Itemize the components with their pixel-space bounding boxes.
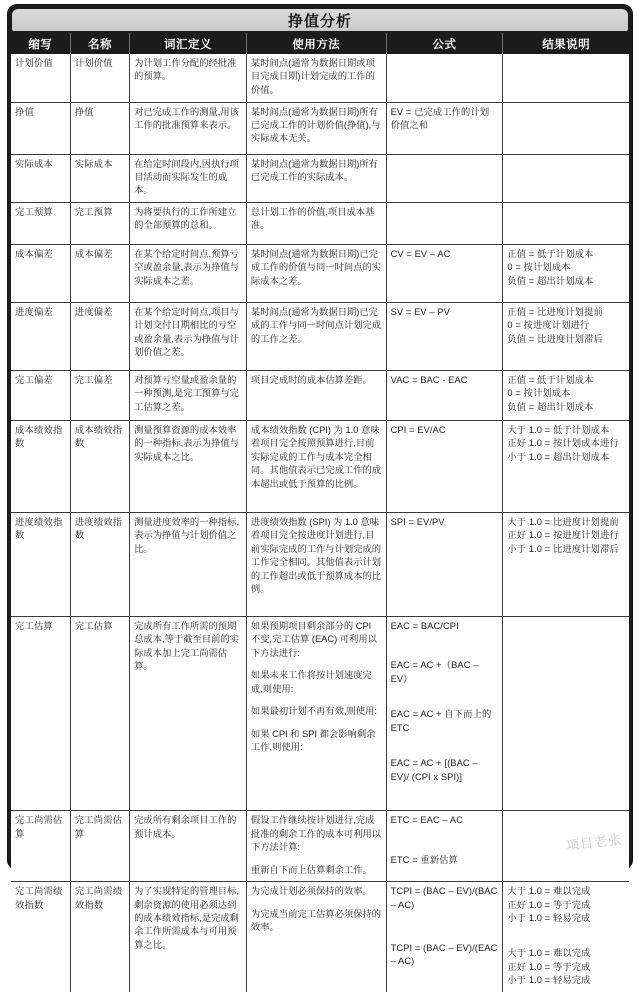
table-row [11,102,629,154]
cell-name-line: 实际成本 [74,158,113,169]
cell-usage [246,154,386,202]
cell-name-line: 完工尚需绩效指数 [74,886,123,910]
cell-usage [246,202,386,244]
cell-result-line: 正好 1.0 = 等于完成 [507,961,591,972]
table-row [11,882,629,992]
watermark: 项目老张 [565,832,623,855]
cell-result-line: 大于 1.0 = 难以完成 [507,886,591,897]
cell-abbr [11,302,70,370]
cell-result-line: 负值 = 超出计划成本 [507,275,594,286]
cell-usage-line: 项目完成时的成本估算差距。 [250,374,372,385]
cell-abbr [11,882,70,992]
cell-result-line: 大于 1.0 = 低于计划成本 [507,424,610,435]
cell-usage-line: 某时间点(通常为数据日期)已完成工作的价值与同一时间点的实际成本之差。 [250,248,382,286]
cell-abbr-line: 计划价值 [15,58,53,68]
table-row [11,616,629,810]
cell-result [503,370,629,420]
cell-formula-line: SPI = EV/PV [390,516,445,527]
cell-result-group [507,947,625,987]
cell-definition [130,420,247,512]
cell-definition-line: 为将要执行的工作所建立的全部预算的总和。 [134,206,237,231]
cell-abbr-line: 挣值 [15,106,34,117]
cell-abbr-line: 完工尚需估算 [15,815,63,839]
cell-name [70,512,129,616]
cell-result-line: 正值 = 比进度计划提前 [507,306,603,317]
cell-result-line: 小于 1.0 = 比进度计划滞后 [507,543,619,554]
cell-name-line: 挣值 [74,106,94,117]
cell-result [503,882,629,992]
table-row [11,370,629,420]
cell-result [503,154,629,202]
cell-abbr [11,54,70,102]
cell-abbr [11,811,70,882]
cell-usage-line: 某时间点(通常为数据日期)所有已完成工作的实际成本。 [250,158,378,182]
cell-result-line: 正值 = 低于计划成本 [507,248,594,259]
cell-result [503,616,629,810]
cell-formula-line: TCPI = (BAC – EV)/(BAC – AC) [390,886,498,910]
cell-abbr [11,370,70,420]
cell-result [503,420,629,512]
table-frame [8,5,632,986]
cell-usage-line: 为完成计划必须保持的效率。 [250,886,372,897]
cell-formula-line: EAC = AC + [(BAC – EV)/ (CPI x SPI)] [390,758,478,782]
cell-result-line: 大于 1.0 = 难以完成 [507,948,591,959]
column-header-definition: 词汇定义 [130,33,247,54]
cell-result [503,54,629,102]
cell-abbr-line: 实际成本 [15,158,53,169]
cell-definition-line: 在给定时间段内,因执行项目活动而实际发生的成本。 [134,158,239,196]
cell-result [503,512,629,616]
cell-definition-line: 为计划工作分配的经批准的预算。 [134,58,237,82]
cell-definition-line: 测量预算资源的成本效率的一种指标,表示为挣值与实际成本之比。 [134,424,239,462]
cell-name [70,616,129,810]
cell-definition [130,616,247,810]
cell-result-line: 大于 1.0 = 比进度计划提前 [507,516,619,527]
cell-definition [130,882,247,992]
cell-result [503,302,629,370]
cell-formula-line: EAC = AC + 自下而上的 ETC [390,709,492,733]
cell-usage-line: 为完成当前完工估算必须保持的效率。 [250,908,382,932]
cell-result-line: 0 = 按计划成本 [507,388,571,399]
cell-abbr-line: 成本偏差 [15,248,53,259]
cell-formula [386,244,503,302]
cell-formula [386,302,503,370]
cell-formula-line: EV = 已完成工作的计划价值之和 [390,106,490,130]
cell-abbr [11,420,70,512]
cell-usage-line: 成本绩效指数 (CPI) 为 1.0 意味着项目完全按照预算进行,目前实际完成的工作与成本完全相同。其他值表示已完成工作的成本超出或低于预算的比例。 [250,424,382,489]
column-header-abbr: 缩写 [11,33,70,54]
cell-definition-line: 完成所有剩余项目工作的预计成本。 [134,815,237,839]
cell-usage [246,616,386,810]
cell-name [70,244,129,302]
cell-result-line: 负值 = 比进度计划滞后 [507,333,603,344]
cell-result-line: 0 = 按计划成本 [507,262,571,273]
cell-abbr-line: 完工尚需绩效指数 [15,886,63,910]
cell-name-line: 完工预算 [74,206,113,217]
cell-abbr-line: 进度绩效指数 [15,516,63,541]
cell-result-group [507,885,625,925]
table-row [11,420,629,512]
cell-formula [386,420,503,512]
cell-usage [246,302,386,370]
cell-usage-line: 重新自下而上估算剩余工作。 [250,864,372,875]
cell-definition-line: 为了实现特定的管理目标,剩余资源的使用必须达到的成本绩效指标,是完成剩余工作所需成本与可用预算之比。 [134,886,239,950]
column-header-name: 名称 [70,33,129,54]
cell-name-line: 进度绩效指数 [74,516,123,541]
cell-formula [386,54,503,102]
cell-usage [246,882,386,992]
cell-usage [246,102,386,154]
cell-definition [130,302,247,370]
cell-definition-line: 在某个给定时间点,预算亏空或盈余量,表示为挣值与实际成本之差。 [134,248,239,286]
cell-result [503,202,629,244]
cell-usage [246,54,386,102]
cell-usage-line: 如果最初计划不再有效,则使用: [250,706,377,717]
cell-formula-line: CPI = EV/AC [390,424,446,435]
cell-abbr [11,154,70,202]
cell-definition-line: 对预算亏空量或盈余量的一种预测,是完工预算与完工估算之差。 [134,374,239,412]
cell-usage [246,512,386,616]
cell-formula-line: EAC = AC +（BAC – EV） [390,660,479,684]
cell-abbr [11,102,70,154]
cell-usage [246,811,386,882]
cell-usage [246,420,386,512]
cell-result-line: 负值 = 超出计划成本 [507,401,594,412]
cell-result-line: 小于 1.0 = 超出计划成本 [507,451,610,462]
cell-result-line: 正值 = 低于计划成本 [507,374,594,385]
cell-abbr [11,512,70,616]
table-row [11,202,629,244]
cell-abbr [11,202,70,244]
cell-definition [130,370,247,420]
header-row [11,33,629,54]
table-row [11,811,629,882]
cell-definition-line: 测量进度效率的一种指标,表示为挣值与计划价值之比。 [134,516,239,554]
table-row [11,54,629,102]
cell-formula [386,370,503,420]
cell-usage [246,370,386,420]
cell-abbr-line: 完工偏差 [15,374,53,385]
cell-usage-line: 某时间点(通常为数据日期)已完成的工作与同一时间点计划完成的工作之差。 [250,306,382,344]
cell-result [503,102,629,154]
cell-formula-line: SV = EV – PV [390,306,450,317]
cell-usage [246,244,386,302]
cell-name-line: 成本绩效指数 [74,424,123,449]
table-header [11,33,629,54]
cell-definition [130,244,247,302]
cell-name-line: 成本偏差 [74,248,113,259]
cell-abbr-line: 成本绩效指数 [15,424,63,449]
cell-formula [386,512,503,616]
cell-formula [386,616,503,810]
cell-name [70,302,129,370]
cell-result-line: 0 = 按进度计划进行 [507,320,590,331]
cell-name [70,420,129,512]
cell-usage-line: 如果未来工作将按计划速度完成,则使用: [250,670,372,694]
cell-name [70,370,129,420]
cell-usage-line: 如果 CPI 和 SPI 都会影响剩余工作,则使用: [250,728,376,753]
cell-definition [130,202,247,244]
cell-result-line: 小于 1.0 = 轻易完成 [507,975,591,986]
cell-result-line: 小于 1.0 = 轻易完成 [507,913,591,923]
column-header-formula: 公式 [386,33,503,54]
cell-definition-line: 在某个给定时间点,项目与计划交付日期相比的亏空或盈余量,表示为挣值与计划价值之差。 [134,306,239,358]
cell-abbr-line: 完工估算 [15,620,53,631]
table-row [11,302,629,370]
cell-name [70,882,129,992]
cell-name [70,202,129,244]
cell-formula-line: VAC = BAC - EAC [390,374,468,385]
cell-result-line: 正好 1.0 = 等于完成 [507,899,591,910]
cell-abbr-line: 完工预算 [15,206,53,217]
page-title: 挣值分析 [12,9,628,31]
cell-abbr [11,616,70,810]
cell-definition [130,512,247,616]
cell-formula-line: TCPI = (BAC – EV)/(EAC – AC) [390,943,498,967]
cell-result-line: 正好 1.0 = 按进度计划进行 [507,530,619,541]
table-row [11,512,629,616]
table-body [11,54,629,992]
cell-abbr-line: 进度偏差 [15,306,53,317]
cell-name [70,154,129,202]
earned-value-analysis-table [11,33,629,992]
cell-usage-line: 如果预期项目剩余部分的 CPI 不变,完工估算 (EAC) 可利用以下方法进行: [250,620,377,658]
column-header-result: 结果说明 [503,33,629,54]
cell-definition-line: 对已完成工作的测量,用该工作的批准预算来表示。 [134,106,239,130]
cell-definition-line: 完成所有工作所需的预期总成本,等于截至目前的实际成本加上完工尚需估算。 [134,620,239,672]
table-row [11,244,629,302]
cell-name [70,811,129,882]
cell-name [70,54,129,102]
cell-definition [130,102,247,154]
column-header-usage: 使用方法 [246,33,386,54]
cell-formula [386,202,503,244]
cell-formula [386,154,503,202]
cell-name-line: 进度偏差 [74,306,113,317]
table-row [11,154,629,202]
cell-usage-line: 某时间点(通常为数据日期或项目完成日期)计划完成的工作的价值。 [250,58,375,95]
cell-name [70,102,129,154]
cell-definition [130,154,247,202]
cell-usage-line: 某时间点(通常为数据日期)所有已完成工作的计划价值(挣值),与实际成本无关。 [250,106,381,144]
cell-formula-line: EAC = BAC/CPI [390,620,459,631]
cell-result [503,244,629,302]
cell-formula-line: ETC = EAC – AC [390,815,464,826]
cell-definition [130,54,247,102]
cell-name-line: 完工偏差 [74,374,113,385]
cell-name-line: 计划价值 [74,58,113,68]
cell-result-line: 正好 1.0 = 按计划成本进行 [507,438,619,449]
cell-name-line: 完工估算 [74,620,113,631]
cell-name-line: 完工尚需估算 [74,815,123,839]
cell-formula [386,102,503,154]
cell-usage-line: 总计划工作的价值,项目成本基准。 [250,206,375,231]
cell-formula [386,882,503,992]
cell-usage-line: 进度绩效指数 (SPI) 为 1.0 意味着项目完全按进度计划进行,目前实际完成的工作与计划完成的工作完全相同。其他值表示计划的工作超出或低于预算成本的比例。 [250,516,382,595]
cell-usage-line: 假设工作继续按计划进行,完成批准的剩余工作的成本可利用以下方法计算: [250,815,382,853]
cell-abbr [11,244,70,302]
cell-result [503,811,629,882]
cell-formula-line: ETC = 重新估算 [390,854,458,865]
cell-formula [386,811,503,882]
cell-definition [130,811,247,882]
cell-formula-line: CV = EV – AC [390,248,451,259]
